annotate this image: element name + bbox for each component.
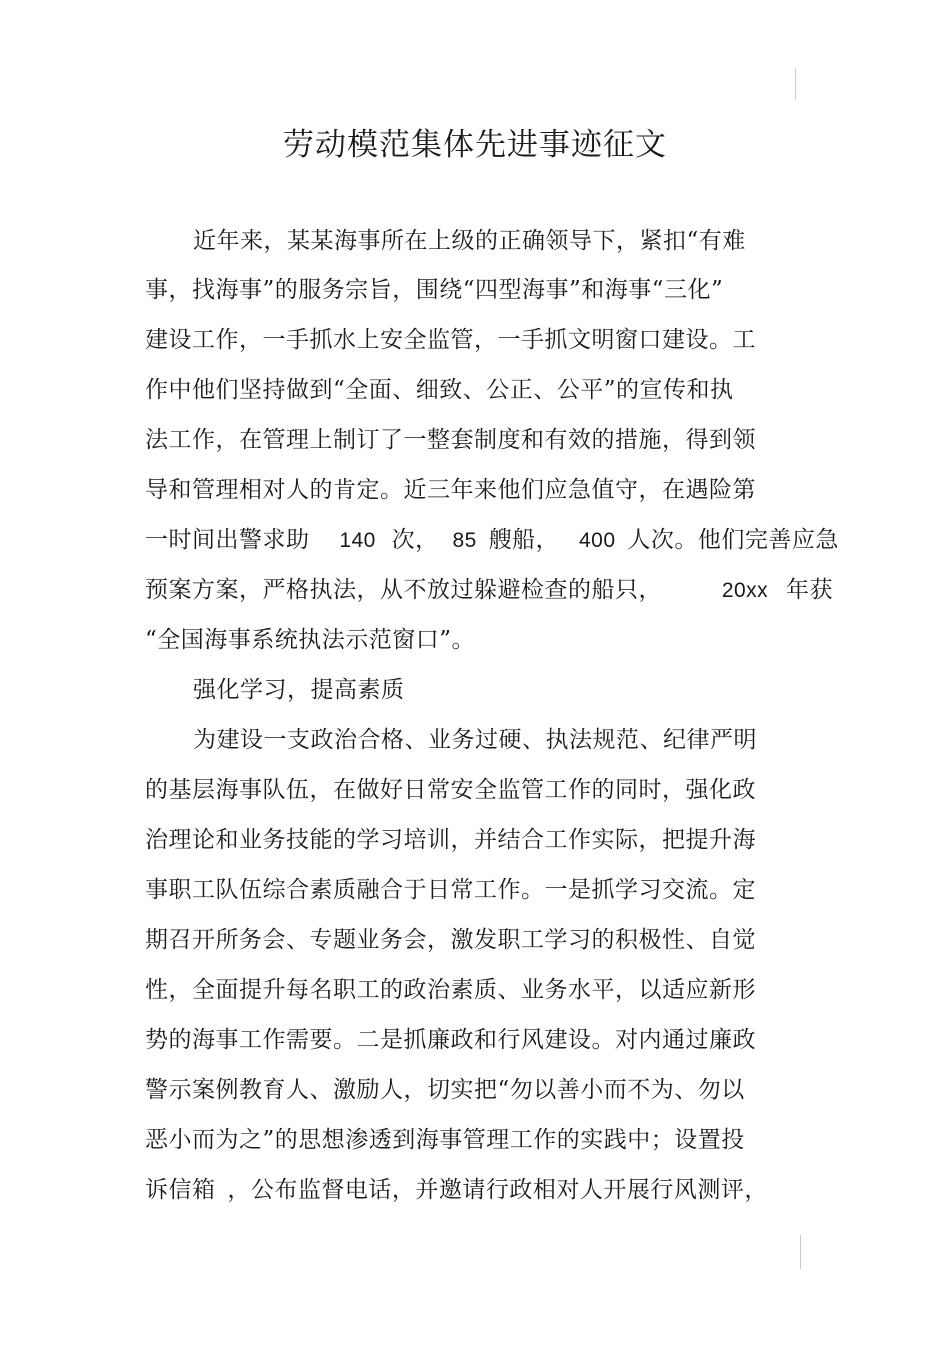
paragraph-line: 性，全面提升每名职工的政治素质、业务水平，以适应新形 xyxy=(145,977,756,1003)
line-text: 一时间出警求助 xyxy=(145,527,310,553)
line-number: 140 xyxy=(339,529,376,552)
page-corner-mark-bottom xyxy=(800,1235,801,1269)
paragraph-line xyxy=(145,524,839,557)
line-text: ，公布监督电话，并邀请行政相对人开展行风测评， xyxy=(227,1177,768,1203)
paragraph-line xyxy=(145,1174,768,1206)
line-text: 年获 xyxy=(785,577,833,603)
paragraph-line: 事，找海事”的服务宗旨，围绕“四型海事”和海事“三化” xyxy=(145,277,724,303)
paragraph-line: 作中他们坚持做到“全面、细致、公正、公平”的宣传和执 xyxy=(145,377,734,403)
paragraph-line: 的基层海事队伍，在做好日常安全监管工作的同时，强化政 xyxy=(145,777,756,803)
section-heading: 强化学习，提高素质 xyxy=(193,677,405,703)
line-number: 400 xyxy=(578,529,616,552)
line-text: 诉信箱 xyxy=(145,1177,216,1203)
paragraph-line: 势的海事工作需要。二是抓廉政和行风建设。对内通过廉政 xyxy=(145,1027,756,1053)
paragraph-line xyxy=(145,574,833,607)
paragraph-line: 恶小而为之”的思想渗透到海事管理工作的实践中；设置投 xyxy=(145,1127,745,1153)
line-number: 85 xyxy=(452,529,477,552)
line-text: 人次。他们完善应急 xyxy=(627,527,839,553)
line-text: 艘船， xyxy=(488,527,560,553)
page-corner-mark-top xyxy=(795,68,796,100)
paragraph-line: 为建设一支政治合格、业务过硬、执法规范、纪律严明 xyxy=(193,727,757,753)
paragraph-line: 建设工作，一手抓水上安全监管，一手抓文明窗口建设。工 xyxy=(145,327,756,353)
paragraph-line: 法工作，在管理上制订了一整套制度和有效的措施，得到领 xyxy=(145,427,756,453)
line-text: 次， xyxy=(391,527,439,553)
paragraph-line: 期召开所务会、专题业务会，激发职工学习的积极性、自觉 xyxy=(145,927,756,953)
paragraph-line: 事职工队伍综合素质融合于日常工作。一是抓学习交流。定 xyxy=(145,877,756,903)
paragraph-line: 近年来，某某海事所在上级的正确领导下，紧扣“有难 xyxy=(193,228,746,254)
line-number: 20xx xyxy=(721,579,769,602)
document-title: 劳动模范集体先进事迹征文 xyxy=(283,127,667,163)
paragraph-line: 治理论和业务技能的学习培训，并结合工作实际，把提升海 xyxy=(145,827,756,853)
paragraph-line: 警示案例教育人、激励人，切实把“勿以善小而不为、勿以 xyxy=(145,1077,745,1103)
line-text: 预案方案，严格执法，从不放过躲避检查的船只， xyxy=(145,577,662,603)
paragraph-line: 导和管理相对人的肯定。近三年来他们应急值守，在遇险第 xyxy=(145,477,756,503)
paragraph-line: “全国海事系统执法示范窗口”。 xyxy=(145,627,476,653)
